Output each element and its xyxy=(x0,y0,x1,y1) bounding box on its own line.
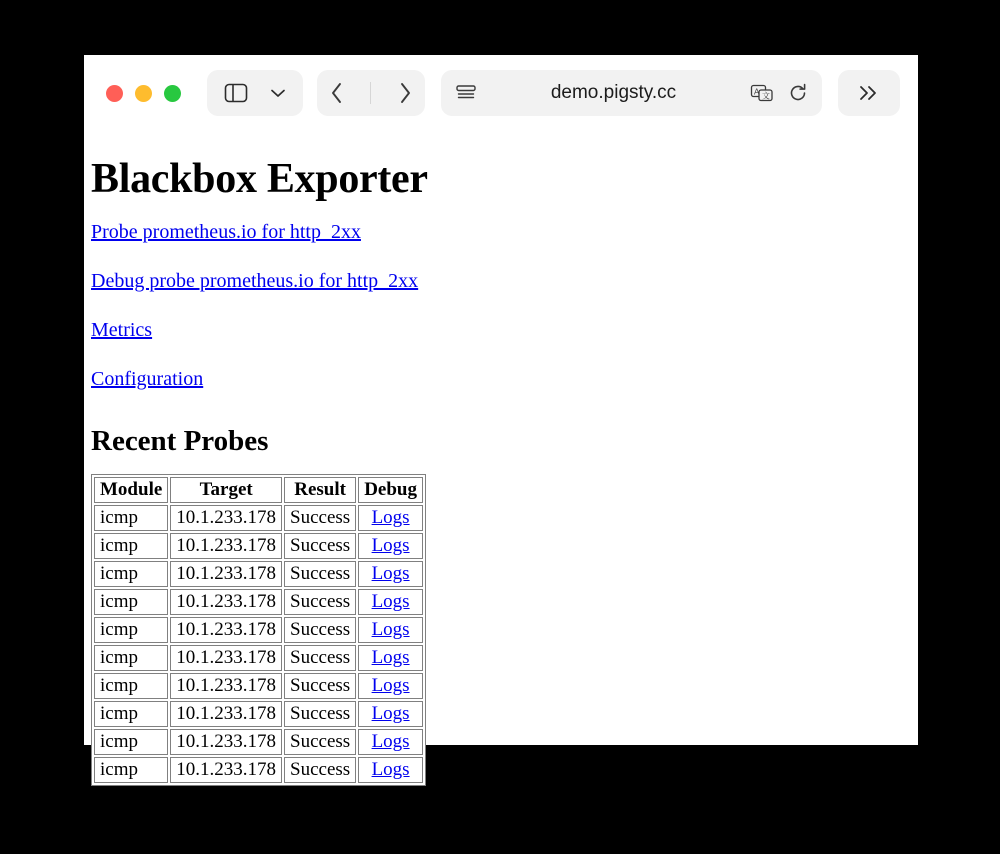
cell-debug xyxy=(358,505,423,531)
window-controls xyxy=(106,85,181,102)
cell-target: 10.1.233.178 xyxy=(170,729,282,755)
url-text[interactable]: demo.pigsty.cc xyxy=(550,82,677,103)
cell-debug xyxy=(358,673,423,699)
zoom-window-button[interactable] xyxy=(164,85,181,102)
cell-debug xyxy=(358,729,423,755)
address-bar[interactable] xyxy=(441,70,822,116)
close-window-button[interactable] xyxy=(106,85,123,102)
cell-module: icmp xyxy=(94,533,168,559)
link-row xyxy=(91,221,918,244)
column-header-module: Module xyxy=(94,477,168,503)
recent-probes-table xyxy=(91,474,426,786)
table-header xyxy=(94,477,423,503)
reload-icon[interactable] xyxy=(788,83,808,103)
cell-result: Success xyxy=(284,645,356,671)
chevron-down-icon[interactable] xyxy=(270,88,286,98)
table-body xyxy=(94,505,423,783)
table-row xyxy=(94,673,423,699)
logs-link[interactable]: Logs xyxy=(371,563,410,584)
cell-result: Success xyxy=(284,505,356,531)
reader-view-icon[interactable] xyxy=(455,83,477,103)
table-header-row xyxy=(94,477,423,503)
back-button[interactable] xyxy=(330,82,344,104)
cell-module: icmp xyxy=(94,757,168,783)
page-viewport xyxy=(84,131,918,780)
minimize-window-button[interactable] xyxy=(135,85,152,102)
debug-probe-link[interactable]: Debug probe prometheus.io for http_2xx xyxy=(91,270,419,292)
table-row xyxy=(94,701,423,727)
logs-link[interactable]: Logs xyxy=(371,535,410,556)
cell-debug xyxy=(358,533,423,559)
svg-text:文: 文 xyxy=(762,91,770,101)
cell-module: icmp xyxy=(94,645,168,671)
cell-target: 10.1.233.178 xyxy=(170,561,282,587)
cell-target: 10.1.233.178 xyxy=(170,757,282,783)
double-chevron-right-icon[interactable] xyxy=(857,84,881,102)
logs-link[interactable]: Logs xyxy=(371,759,410,780)
nav-separator xyxy=(370,82,371,104)
table-row xyxy=(94,617,423,643)
column-header-result: Result xyxy=(284,477,356,503)
table-row xyxy=(94,561,423,587)
probe-link[interactable]: Probe prometheus.io for http_2xx xyxy=(91,221,361,243)
cell-target: 10.1.233.178 xyxy=(170,673,282,699)
section-title: Recent Probes xyxy=(91,425,269,457)
page-content xyxy=(84,131,918,786)
sidebar-controls-group xyxy=(207,70,303,116)
cell-module: icmp xyxy=(94,617,168,643)
table-row xyxy=(94,533,423,559)
table-row xyxy=(94,589,423,615)
logs-link[interactable]: Logs xyxy=(371,647,410,668)
cell-module: icmp xyxy=(94,729,168,755)
table-row xyxy=(94,505,423,531)
table-row xyxy=(94,645,423,671)
logs-link[interactable]: Logs xyxy=(371,507,410,528)
cell-module: icmp xyxy=(94,561,168,587)
cell-result: Success xyxy=(284,533,356,559)
cell-result: Success xyxy=(284,757,356,783)
metrics-link[interactable]: Metrics xyxy=(91,319,153,341)
cell-debug xyxy=(358,561,423,587)
table-row xyxy=(94,757,423,783)
cell-target: 10.1.233.178 xyxy=(170,533,282,559)
address-bar-actions xyxy=(750,83,808,103)
cell-result: Success xyxy=(284,617,356,643)
link-row xyxy=(91,319,918,342)
logs-link[interactable]: Logs xyxy=(371,703,410,724)
page-title: Blackbox Exporter xyxy=(91,156,428,202)
configuration-link[interactable]: Configuration xyxy=(91,368,204,390)
cell-result: Success xyxy=(284,673,356,699)
cell-result: Success xyxy=(284,701,356,727)
cell-module: icmp xyxy=(94,505,168,531)
cell-module: icmp xyxy=(94,673,168,699)
cell-debug xyxy=(358,757,423,783)
cell-target: 10.1.233.178 xyxy=(170,645,282,671)
cell-target: 10.1.233.178 xyxy=(170,589,282,615)
cell-module: icmp xyxy=(94,701,168,727)
cell-debug xyxy=(358,645,423,671)
link-row xyxy=(91,368,918,391)
cell-target: 10.1.233.178 xyxy=(170,701,282,727)
more-toolbar-items-button[interactable] xyxy=(838,70,900,116)
cell-result: Success xyxy=(284,589,356,615)
logs-link[interactable]: Logs xyxy=(371,591,410,612)
cell-target: 10.1.233.178 xyxy=(170,617,282,643)
cell-debug xyxy=(358,701,423,727)
logs-link[interactable]: Logs xyxy=(371,619,410,640)
link-row xyxy=(91,270,918,293)
cell-debug xyxy=(358,617,423,643)
cell-result: Success xyxy=(284,729,356,755)
cell-module: icmp xyxy=(94,589,168,615)
forward-button[interactable] xyxy=(398,82,412,104)
browser-window xyxy=(84,55,918,780)
translate-icon[interactable] xyxy=(750,83,774,103)
navigation-group xyxy=(317,70,425,116)
column-header-target: Target xyxy=(170,477,282,503)
cell-debug xyxy=(358,589,423,615)
cell-target: 10.1.233.178 xyxy=(170,505,282,531)
svg-text:A: A xyxy=(754,87,760,97)
logs-link[interactable]: Logs xyxy=(371,731,410,752)
cell-result: Success xyxy=(284,561,356,587)
browser-toolbar xyxy=(84,55,918,131)
sidebar-toggle-icon[interactable] xyxy=(224,83,248,103)
logs-link[interactable]: Logs xyxy=(371,675,410,696)
column-header-debug: Debug xyxy=(358,477,423,503)
table-row xyxy=(94,729,423,755)
